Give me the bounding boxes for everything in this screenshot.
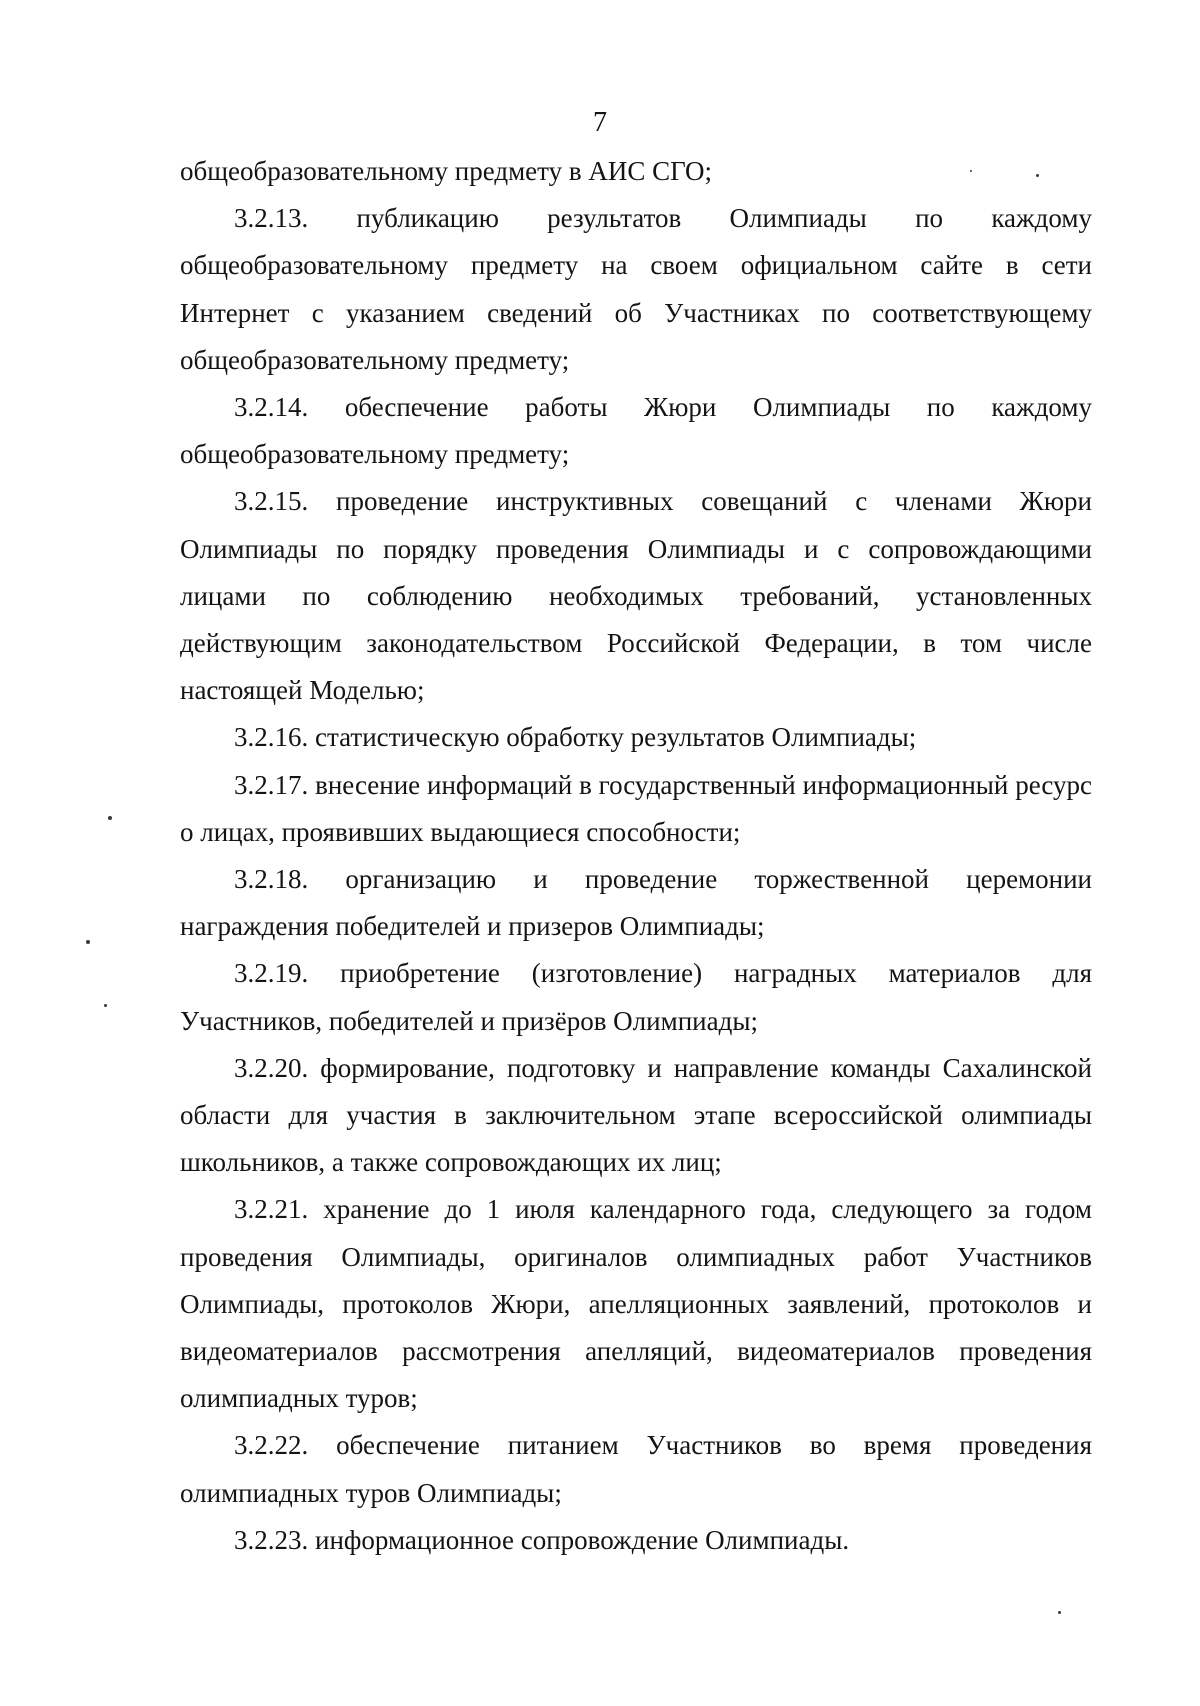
paragraph-3-2-17: 3.2.17. внесение информаций в государственный информационный ресурс о лицах, проявивших выдающиеся способности; [180, 769, 1092, 847]
paragraph-3-2-18: 3.2.18. организацию и проведение торжественной церемонии награждения победителей и призеров Олимпиады; [180, 864, 1092, 942]
scan-speck [1058, 1611, 1061, 1614]
scan-speck [108, 816, 112, 820]
scan-speck [86, 940, 90, 944]
paragraph-3-2-23: 3.2.23. информационное сопровождение Олимпиады. [234, 1524, 850, 1555]
paragraph-3-2-14: 3.2.14. обеспечение работы Жюри Олимпиады по каждому общеобразовательному предмету; [180, 392, 1092, 470]
paragraph-3-2-13: 3.2.13. публикацию результатов Олимпиады по каждому общеобразовательному предмету на своем официальном сайте в сети Интернет с указанием сведений об Участниках по соответствующему общеобразовательному предмету; [180, 203, 1092, 375]
document-body [180, 148, 1092, 1564]
paragraph-3-2-20: 3.2.20. формирование, подготовку и направление команды Сахалинской области для участия в заключительном этапе всероссийской олимпиады школьников, а также сопровождающих их лиц; [180, 1052, 1092, 1178]
paragraph-3-2-21: 3.2.21. хранение до 1 июля календарного года, следующего за годом проведения Олимпиады, оригиналов олимпиадных работ Участников Олимпиады, протоколов Жюри, апелляционных заявлений, протоколов и видеоматериалов рассмотрения апелляций, видеоматериалов проведения олимпиадных туров; [180, 1194, 1092, 1414]
scan-speck [1036, 174, 1039, 177]
paragraph-3-2-19: 3.2.19. приобретение (изготовление) наградных материалов для Участников, победителей и призёров Олимпиады; [180, 958, 1092, 1036]
scan-speck [970, 170, 972, 172]
paragraph-3-2-16: 3.2.16. статистическую обработку результатов Олимпиады; [234, 722, 917, 753]
paragraph-3-2-15: 3.2.15. проведение инструктивных совещаний с членами Жюри Олимпиады по порядку проведения Олимпиады и с сопровождающими лицами по соблюдению необходимых требований, установленных действующим законодательством Российской Федерации, в том числе настоящей Моделью; [180, 486, 1092, 706]
paragraph-continuation: общеобразовательному предмету в АИС СГО; [180, 156, 713, 186]
scan-speck [104, 1004, 107, 1007]
page-number: 7 [593, 107, 607, 138]
paragraph-3-2-22: 3.2.22. обеспечение питанием Участников во время проведения олимпиадных туров Олимпиады; [180, 1430, 1092, 1508]
